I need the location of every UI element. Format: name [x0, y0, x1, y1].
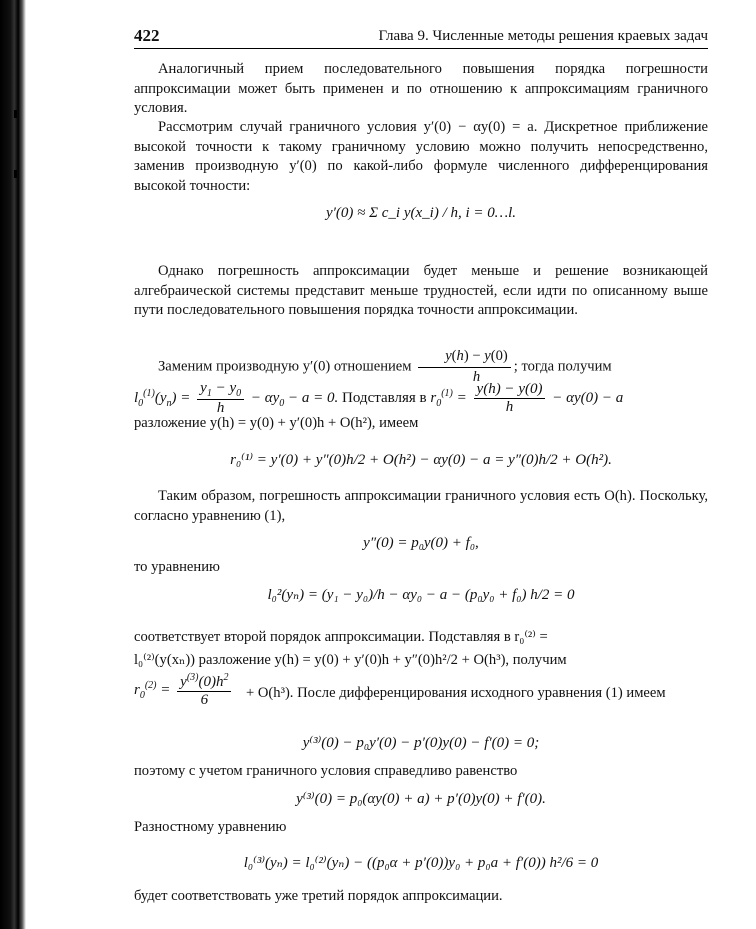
paragraph-8: поэтому с учетом граничного условия справедливо равенство — [134, 763, 518, 779]
p4-start: Заменим производную y′(0) отношением — [158, 358, 412, 375]
l1-formula: $l_0^{(1)}(y_n)$ = $\frac{y_1 - y_0}{h}$ − $\alpha y_0 - a = 0$. Подставляя в $r_0^{(1)}$ = $\frac{y(h) - y(0)}{h}$ − αy(0) − a — [134, 380, 624, 416]
formula-4: l₀²(yₙ) = (y₁ − y₀)/h − αy₀ − a − (p₀y₀ + f₀) h/2 = 0 — [267, 587, 575, 603]
paragraph-10: будет соответствовать уже третий порядок аппроксимации. — [134, 888, 503, 904]
paragraph-3: Однако погрешность аппроксимации будет меньше и решение возникающей алгебраической системы представит меньше трудностей, если идти по описанному выше пути последовательного повышения порядка точности аппроксимации. — [134, 263, 708, 318]
formula-3: y″(0) = p₀y(0) + f₀, — [363, 535, 479, 551]
p4-subst: Подставляя в — [342, 389, 427, 406]
paragraph-7a: соответствует второй порядок аппроксимации. Подставляя в r₀⁽²⁾ = — [134, 629, 548, 645]
paragraph-9: Разностному уравнению — [134, 819, 287, 835]
paragraph-6: то уравнению — [134, 559, 220, 575]
formula-1-text: y′(0) ≈ Σ c_i y(x_i) / h, i = 0…l. — [325, 205, 517, 221]
p4-then: ; тогда получим — [513, 358, 612, 375]
page-header — [134, 22, 708, 49]
running-head: Глава 9. Численные методы решения краевых задач — [378, 28, 708, 44]
formula-6: y⁽³⁾(0) = p₀(αy(0) + a) + p′(0)y(0) + f′(0). — [296, 791, 546, 807]
formula-2: r₀⁽¹⁾ = y′(0) + y″(0)h/2 + O(h²) − αy(0) − a = y″(0)h/2 + O(h²). — [230, 452, 612, 468]
p4-expansion: разложение y(h) = y(0) + y′(0)h + O(h²), имеем — [134, 415, 419, 431]
book-spine-shadow — [0, 0, 26, 929]
paragraph-2: Рассмотрим случай граничного условия y′(0) − αy(0) = a. Дискретное приближение высокой точности к такому граничному условию можно получить непосредственно, заменив производную y′(0) по какой-либо формуле численного дифференцирования высокой точности: — [134, 119, 708, 194]
page-number: 422 — [134, 26, 160, 45]
spine-mark — [14, 170, 17, 178]
paragraph-5: Таким образом, погрешность аппроксимации граничного условия есть O(h). Поскольку, согласно уравнению (1), — [134, 488, 708, 524]
r2-formula: $r_0^{(2)}$ = $\frac{y^{(3)}(0)h^2}{6}$ — [134, 672, 234, 709]
formula-1 — [134, 205, 708, 222]
paragraph-1: Аналогичный прием последовательного повышения порядка погрешности аппроксимации может быть применен и по отношению к аппроксимациям граничного условия. — [134, 61, 708, 116]
spine-mark — [14, 110, 17, 118]
formula-5: y⁽³⁾(0) − p₀y′(0) − p′(0)y(0) − f′(0) = 0; — [302, 735, 540, 751]
formula-7: l₀⁽³⁾(yₙ) = l₀⁽²⁾(yₙ) − ((p₀α + p′(0))y₀ + p₀a + f′(0)) h²/6 = 0 — [243, 855, 599, 871]
paragraph-7b: l₀⁽²⁾(y(xₙ)) разложение y(h) = y(0) + y′(0)h + y″(0)h²/2 + O(h³), получим — [134, 652, 567, 668]
ratio-fraction: $\frac{y(h) - y(0)}{h}$ — [418, 347, 511, 387]
paragraph-7c: + O(h³). После дифференцирования исходного уравнения (1) имеем — [246, 685, 666, 701]
